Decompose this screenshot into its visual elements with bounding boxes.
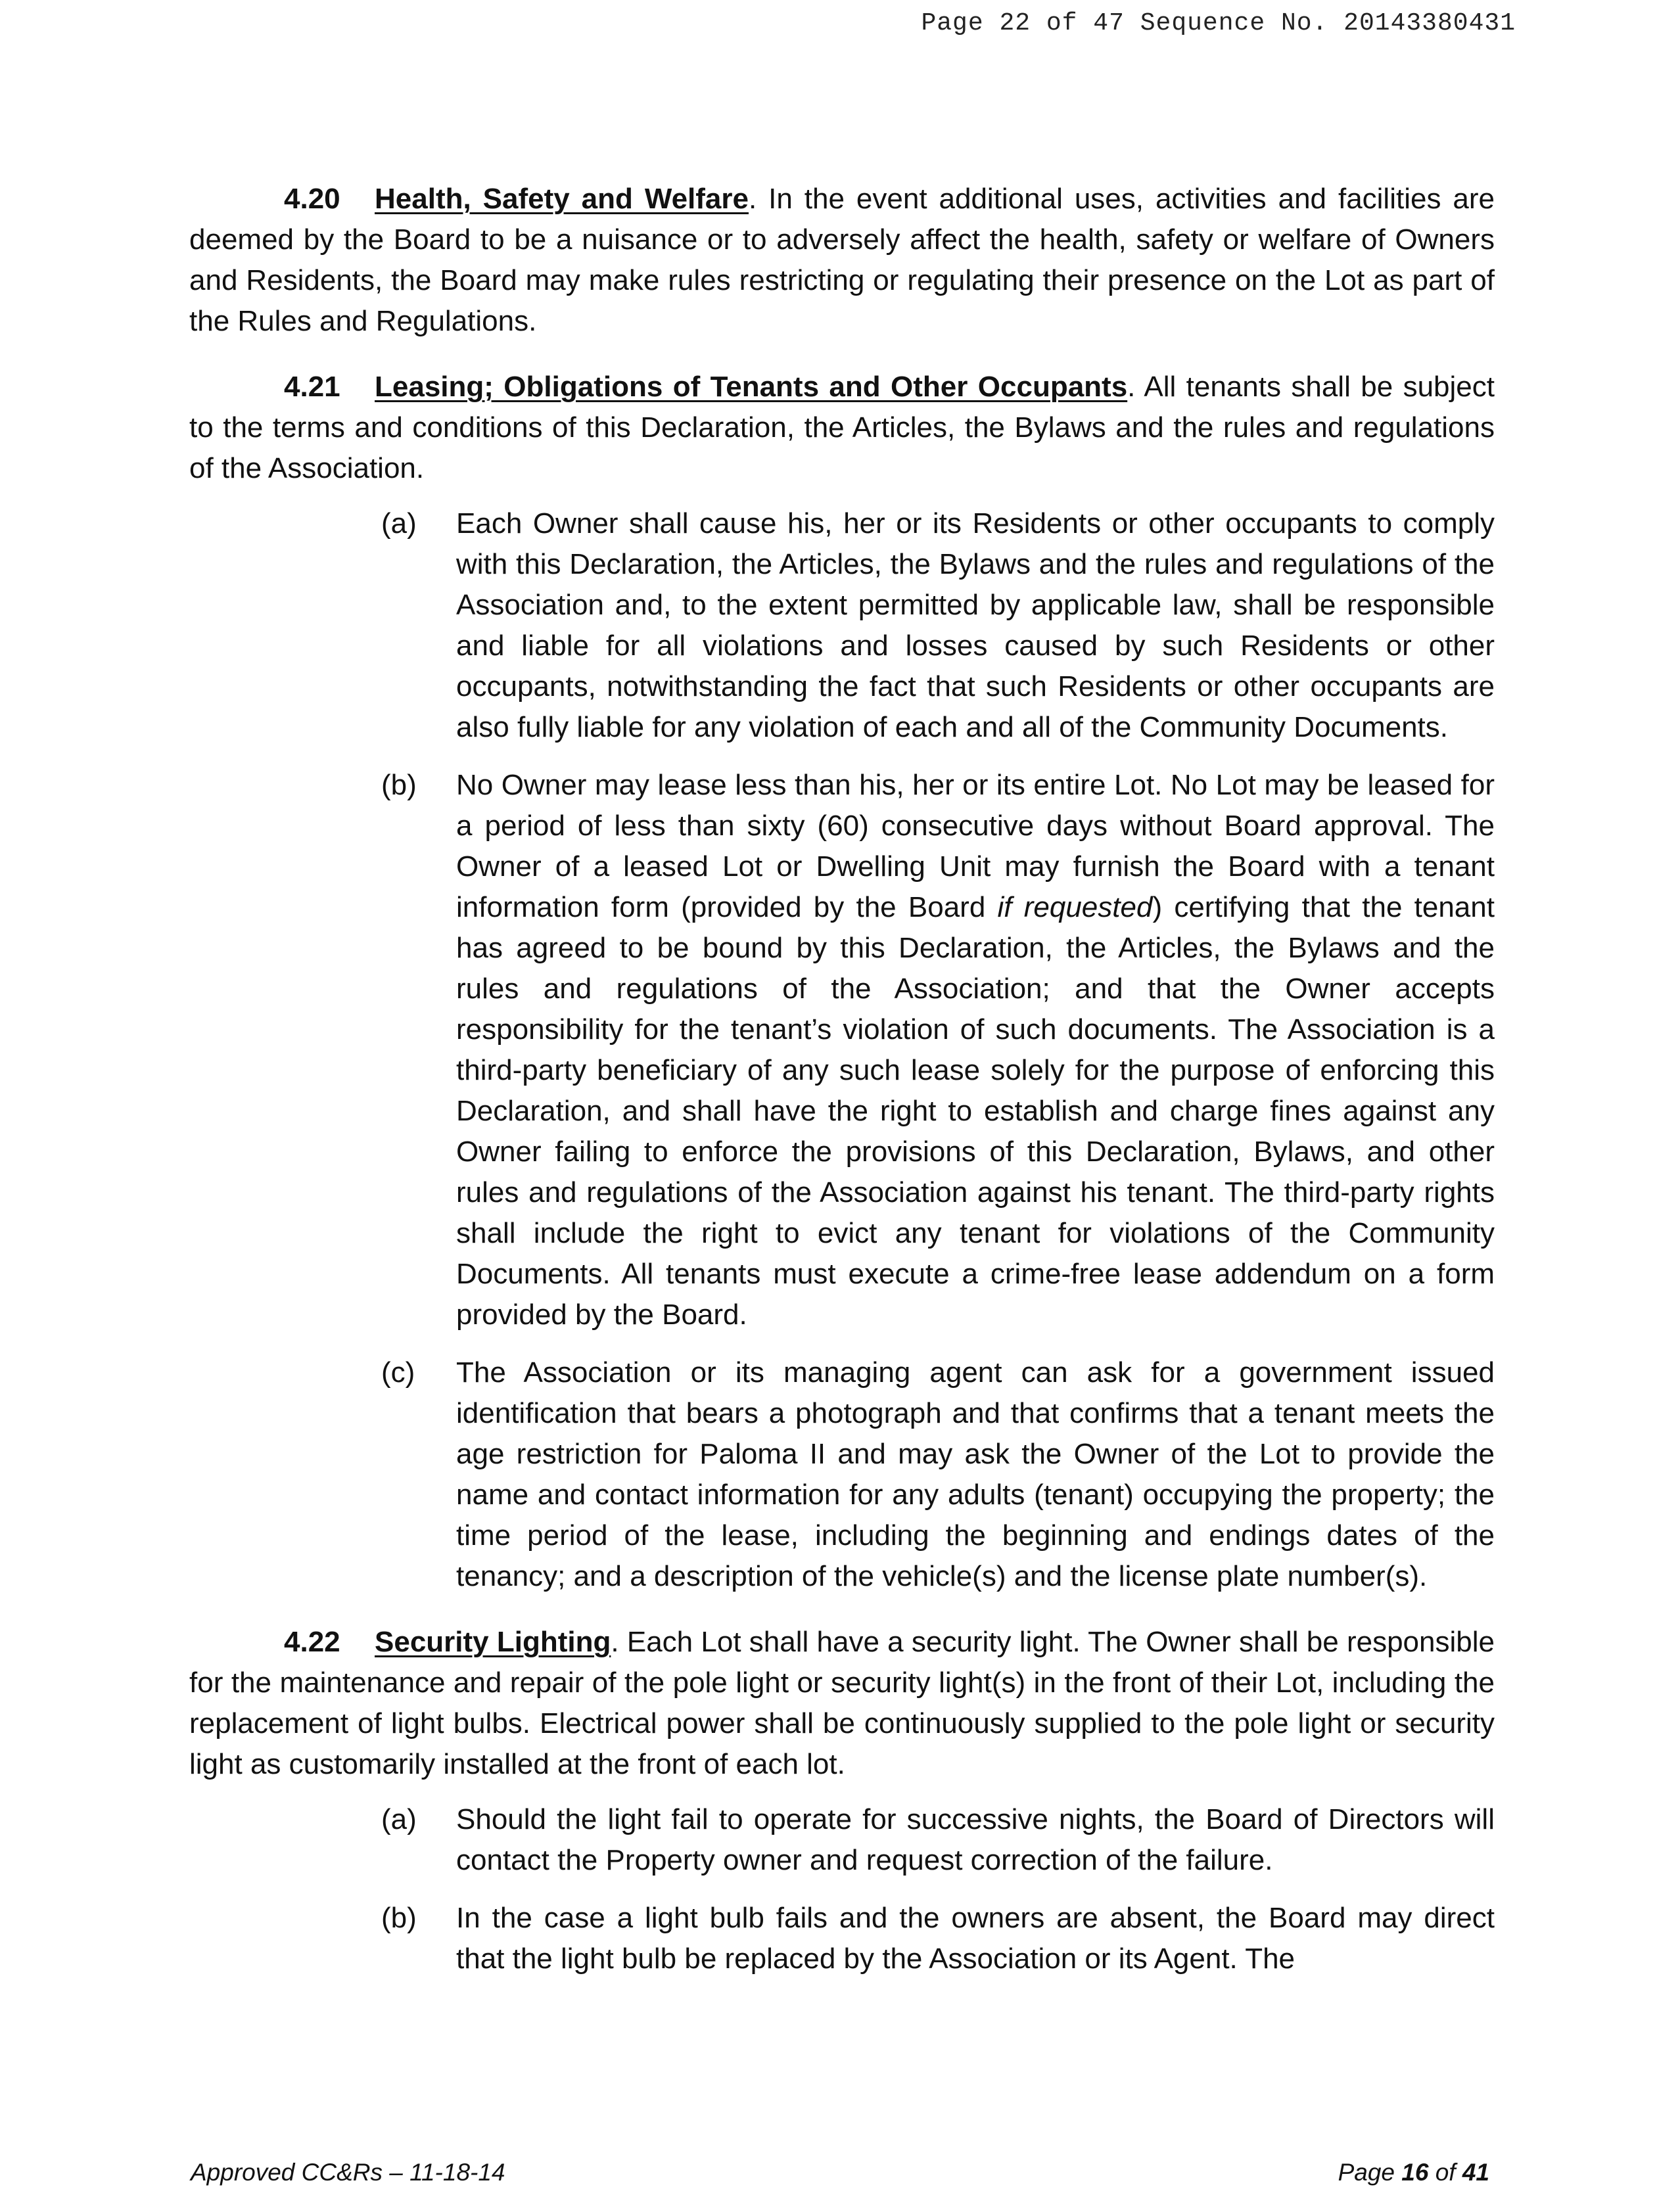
list-item <box>189 503 1495 748</box>
section-number: 4.22 <box>284 1626 340 1658</box>
section-4-21-items <box>189 503 1495 1597</box>
list-item <box>189 1799 1495 1881</box>
page-total: 41 <box>1462 2159 1489 2186</box>
item-text: In the case a light bulb fails and the owners are absent, the Board may direct that the light bulb be replaced by the Association or its Agent. The <box>456 1902 1495 1975</box>
item-text-part: ) certifying that the tenant has agreed to be bound by this Declaration, the Articles, the Bylaws and the rules and regulations of the Association; and that the Owner accepts responsibility for the tenant’s violation of such documents. The Association is a third-party beneficiary of any such lease solely for the purpose of enforcing this Declaration, and shall have the right to establish and charge fines against any Owner failing to enforce the provisions of this Declaration, Bylaws, and other rules and regulations of the Association against his tenant. The third-party rights shall include the right to evict any tenant for violations of the Community Documents. All tenants must execute a crime-free lease addendum on a form provided by the Board. <box>456 891 1495 1331</box>
sequence-stamp: Page 22 of 47 Sequence No. 20143380431 <box>921 9 1516 37</box>
section-number: 4.20 <box>284 183 340 215</box>
list-item <box>189 1352 1495 1597</box>
section-title: Security Lighting <box>375 1626 611 1658</box>
section-text: . Each Lot shall have a security light. The Owner shall be responsible for the maintenance and repair of the pole light or security light(s) in the front of their Lot, including the replacement of light bulbs. Electrical power shall be continuously supplied to the pole light or security light as customarily installed at the front of each lot. <box>189 1626 1495 1780</box>
item-text: The Association or its managing agent can ask for a government issued identification that bears a photograph and that confirms that a tenant meets the age restriction for Paloma II and may ask the Owner of the Lot to provide the name and contact information for any adults (tenant) occupying the property; the time period of the lease, including the beginning and endings dates of the tenancy; and a description of the vehicle(s) and the license plate number(s). <box>456 1356 1495 1592</box>
item-text: Each Owner shall cause his, her or its Residents or other occupants to comply with this Declaration, the Articles, the Bylaws and the rules and regulations of the Association and, to the extent permitted by applicable law, shall be responsible and liable for all violations and losses caused by such Residents or other occupants, notwithstanding the fact that such Residents or other occupants are also fully liable for any violation of each and all of the Community Documents. <box>456 507 1495 743</box>
document-body <box>189 179 1495 2004</box>
item-text <box>456 765 1495 1335</box>
section-title: Health, Safety and Welfare <box>375 183 749 215</box>
page-label: Page <box>1338 2159 1395 2186</box>
item-marker: (a) <box>381 1803 417 1835</box>
item-text: Should the light fail to operate for successive nights, the Board of Directors will contact the Property owner and request correction of the failure. <box>456 1803 1495 1876</box>
item-marker: (c) <box>381 1356 415 1389</box>
footer-document-label: Approved CC&Rs – 11-18-14 <box>191 2159 505 2186</box>
item-marker: (b) <box>381 769 417 801</box>
list-item <box>189 765 1495 1335</box>
list-item <box>189 1898 1495 1979</box>
item-text-italic: if requested <box>997 891 1153 923</box>
section-4-22 <box>189 1622 1495 1785</box>
section-4-21 <box>189 367 1495 489</box>
item-marker: (b) <box>381 1902 417 1934</box>
section-4-20 <box>189 179 1495 342</box>
page-current: 16 <box>1401 2159 1429 2186</box>
section-text: . In the event additional uses, activities and facilities are deemed by the Board to be a nuisance or to adversely affect the health, safety or welfare of Owners and Residents, the Board may make rules restricting or regulating their presence on the Lot as part of the Rules and Regulations. <box>189 183 1495 337</box>
footer-page-number <box>1338 2159 1489 2186</box>
page-of: of <box>1435 2159 1456 2186</box>
section-number: 4.21 <box>284 371 340 403</box>
item-marker: (a) <box>381 507 417 540</box>
section-4-22-items <box>189 1799 1495 1979</box>
section-text: . All tenants shall be subject to the terms and conditions of this Declaration, the Articles, the Bylaws and the rules and regulations of the Association. <box>189 371 1495 484</box>
item-text-part: No Owner may lease less than his, her or its entire Lot. No Lot may be leased for a period of less than sixty (60) consecutive days without Board approval. The Owner of a leased Lot or Dwelling Unit may furnish the Board with a tenant information form (provided by the Board <box>456 769 1495 923</box>
section-title: Leasing; Obligations of Tenants and Other Occupants <box>375 371 1128 403</box>
